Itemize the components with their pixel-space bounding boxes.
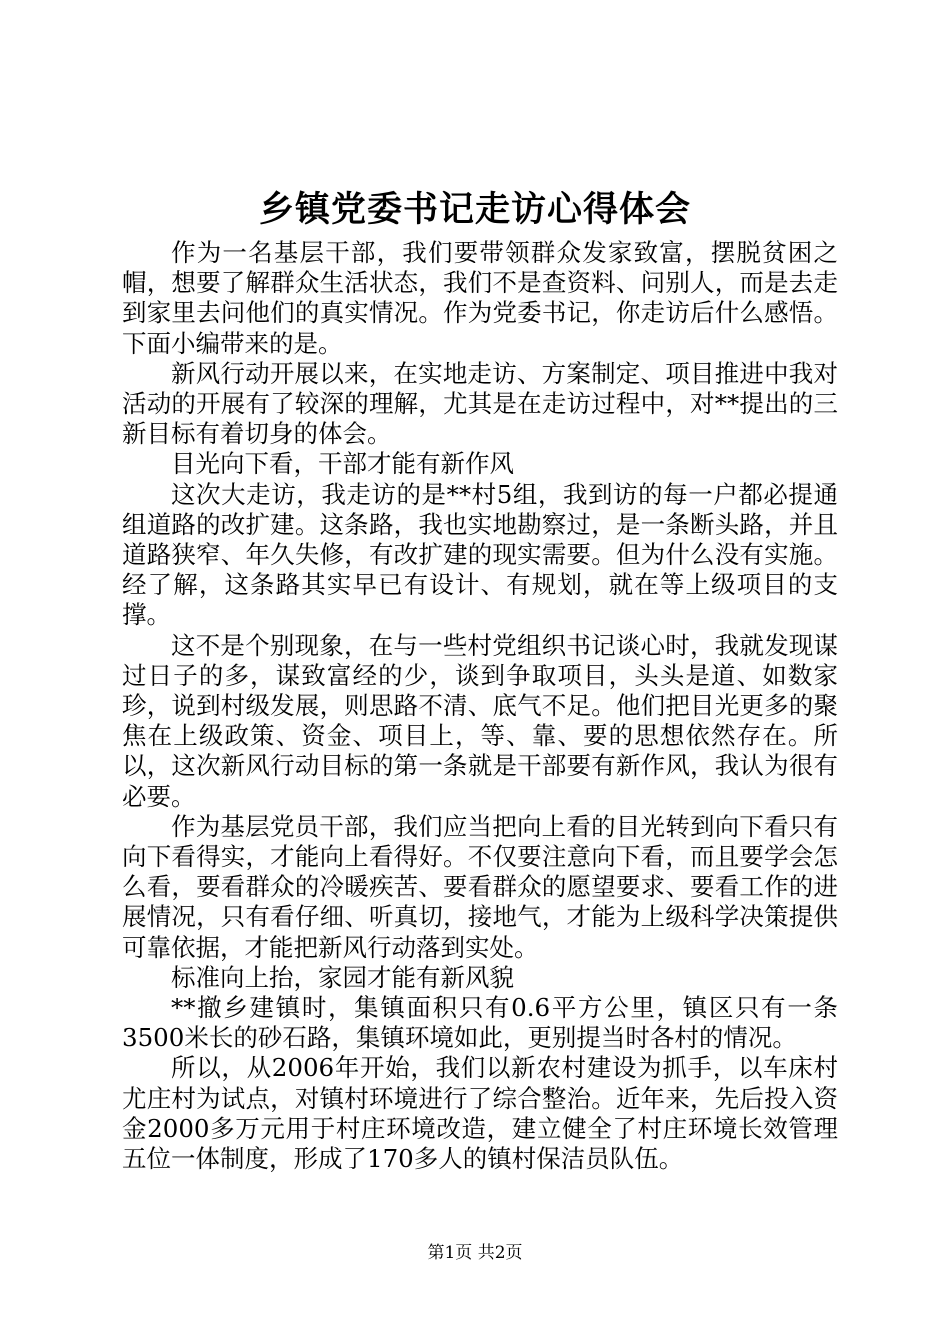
paragraph-look-down: 作为基层党员干部，我们应当把向上看的目光转到向下看只有向下看得实，才能向上看得好。不仅要注意向下看，而且要学会怎么看，要看群众的冷暖疾苦、要看群众的愿望要求、要看工作的进展情况，只有看仔细、听真切，接地气，才能为上级科学决策提供可靠依据，才能把新风行动落到实处。 — [122, 811, 838, 962]
paragraph-town: **撤乡建镇时，集镇面积只有0.6平方公里，镇区只有一条3500米长的砂石路，集镇环境如此，更别提当时各村的情况。 — [122, 993, 838, 1053]
page-number: 第1页 共2页 — [427, 1243, 523, 1263]
section-heading-standard: 标准向上抬，家园才能有新风貌 — [171, 962, 514, 992]
paragraph-improvement: 所以，从2006年开始，我们以新农村建设为抓手，以车床村尤庄村为试点，对镇村环境进行了综合整治。近年来，先后投入资金2000多万元用于村庄环境改造，建立健全了村庄环境长效管理五位一体制度，形成了170多人的镇村保洁员队伍。 — [122, 1053, 838, 1174]
paragraph-phenomenon: 这不是个别现象，在与一些村党组织书记谈心时，我就发现谋过日子的多，谋致富经的少，谈到争取项目，头头是道、如数家珍，说到村级发展，则思路不清、底气不足。他们把目光更多的聚焦在上级政策、资金、项目上，等、靠、要的思想依然存在。所以，这次新风行动目标的第一条就是干部要有新作风，我认为很有必要。 — [122, 630, 838, 811]
section-heading-cadre: 目光向下看，干部才能有新作风 — [171, 449, 514, 479]
paragraph-visit: 这次大走访，我走访的是**村5组，我到访的每一户都必提通组道路的改扩建。这条路，我也实地勘察过，是一条断头路，并且道路狭窄、年久失修，有改扩建的现实需要。但为什么没有实施。经了解，这条路其实早已有设计、有规划，就在等上级项目的支撑。 — [122, 479, 838, 630]
paragraph-activity: 新风行动开展以来，在实地走访、方案制定、项目推进中我对活动的开展有了较深的理解，尤其是在走访过程中，对**提出的三新目标有着切身的体会。 — [122, 358, 838, 449]
paragraph-intro: 作为一名基层干部，我们要带领群众发家致富，摆脱贫困之帽，想要了解群众生活状态，我们不是查资料、问别人，而是去走到家里去问他们的真实情况。作为党委书记，你走访后什么感悟。下面小编带来的是。 — [122, 238, 838, 358]
document-title: 乡镇党委书记走访心得体会 — [258, 189, 691, 230]
document-body — [122, 238, 838, 1174]
